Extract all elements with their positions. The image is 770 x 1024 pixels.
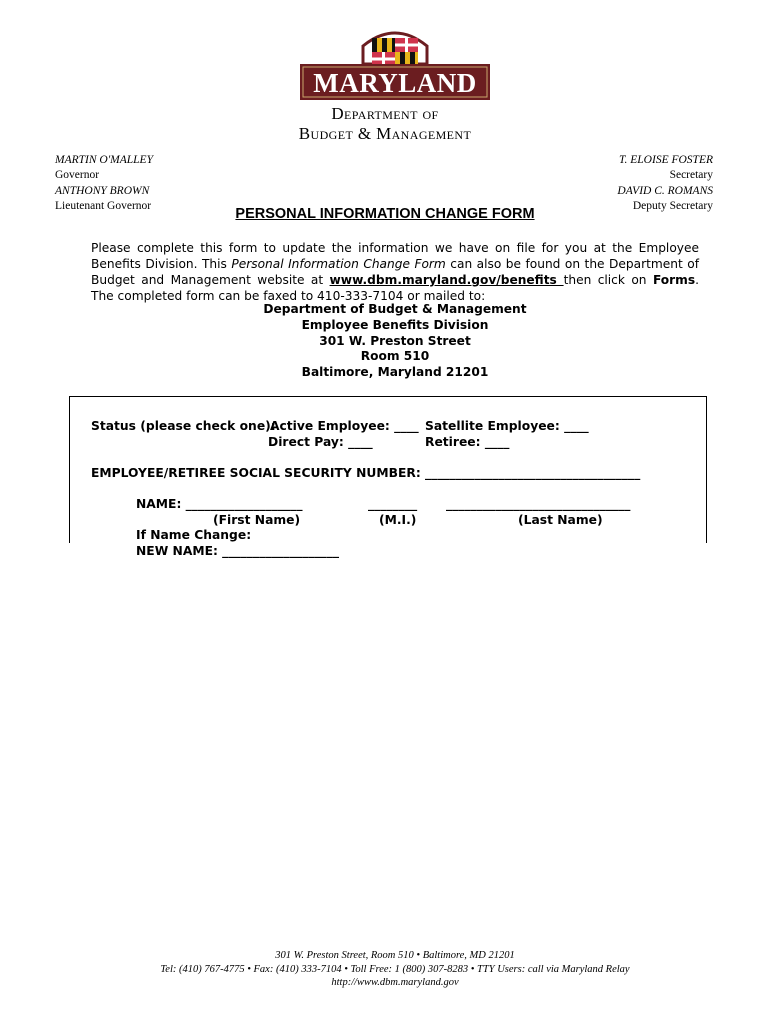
mi-caption: (M.I.) xyxy=(379,513,417,527)
deputy-secretary-name: DAVID C. ROMANS xyxy=(617,185,713,197)
first-name-caption: (First Name) xyxy=(213,513,301,527)
footer xyxy=(0,949,770,990)
address-line: Department of Budget & Management xyxy=(263,302,527,316)
deputy-secretary-title: Deputy Secretary xyxy=(632,200,713,212)
direct-pay-field[interactable]: Direct Pay: ____ xyxy=(268,435,373,449)
secretary-name: T. ELOISE FOSTER xyxy=(618,154,713,166)
footer-website: http://www.dbm.maryland.gov xyxy=(331,977,459,988)
intro-paragraph: Please complete this form to update the information we have on file for you at the Employee Benefits Division. This Personal Information Change Form can also be found on the Department of Budget and Management website at www.dbm.maryland.gov/benefits then click on Forms. The completed form can be faxed to 410-333-7104 or mailed to: xyxy=(91,241,699,303)
department-line-2: Budget & Management xyxy=(298,124,472,143)
name-field[interactable]: NAME: ___________________ xyxy=(136,497,303,511)
lt-governor-title: Lieutenant Governor xyxy=(55,200,152,212)
address-line: Employee Benefits Division xyxy=(301,317,489,332)
address-line: Room 510 xyxy=(360,349,430,364)
footer-address: 301 W. Preston Street, Room 510 • Baltimore, MD 21201 xyxy=(275,950,515,961)
governor-name: MARTIN O'MALLEY xyxy=(55,154,153,166)
form-title: PERSONAL INFORMATION CHANGE FORM xyxy=(235,206,535,222)
new-name-field[interactable]: NEW NAME: ___________________ xyxy=(136,544,340,558)
satellite-employee-field[interactable]: Satellite Employee: ____ xyxy=(425,419,589,433)
form-name-italic: Personal Information Change Form xyxy=(231,257,446,271)
address-line: 301 W. Preston Street xyxy=(319,333,471,348)
department-line-1: Department of xyxy=(331,104,439,123)
retiree-field[interactable]: Retiree: ____ xyxy=(425,435,510,449)
if-name-change-label: If Name Change: xyxy=(136,528,252,542)
footer-contacts: Tel: (410) 767-4775 • Fax: (410) 333-7104 • Toll Free: 1 (800) 307-8283 • TTY Users: call via Maryland Relay xyxy=(160,963,630,975)
last-name-caption: (Last Name) xyxy=(518,513,603,527)
lt-governor-name: ANTHONY BROWN xyxy=(55,185,150,197)
mi-field[interactable]: ________ xyxy=(368,497,418,511)
website-link[interactable]: www.dbm.maryland.gov/benefits xyxy=(329,273,564,287)
mailing-address xyxy=(0,302,770,381)
ssn-field[interactable]: EMPLOYEE/RETIREE SOCIAL SECURITY NUMBER: ___________________________________ xyxy=(91,466,641,480)
active-employee-field[interactable]: Active Employee: ____ xyxy=(270,419,419,433)
secretary-title: Secretary xyxy=(669,169,713,181)
status-label: Status (please check one): xyxy=(91,419,276,433)
maryland-logo xyxy=(300,22,490,106)
governor-title: Governor xyxy=(55,169,100,181)
logo-wordmark: MARYLAND xyxy=(313,68,477,98)
address-line: Baltimore, Maryland 21201 xyxy=(301,365,489,380)
last-name-field[interactable]: ______________________________ xyxy=(446,497,631,511)
